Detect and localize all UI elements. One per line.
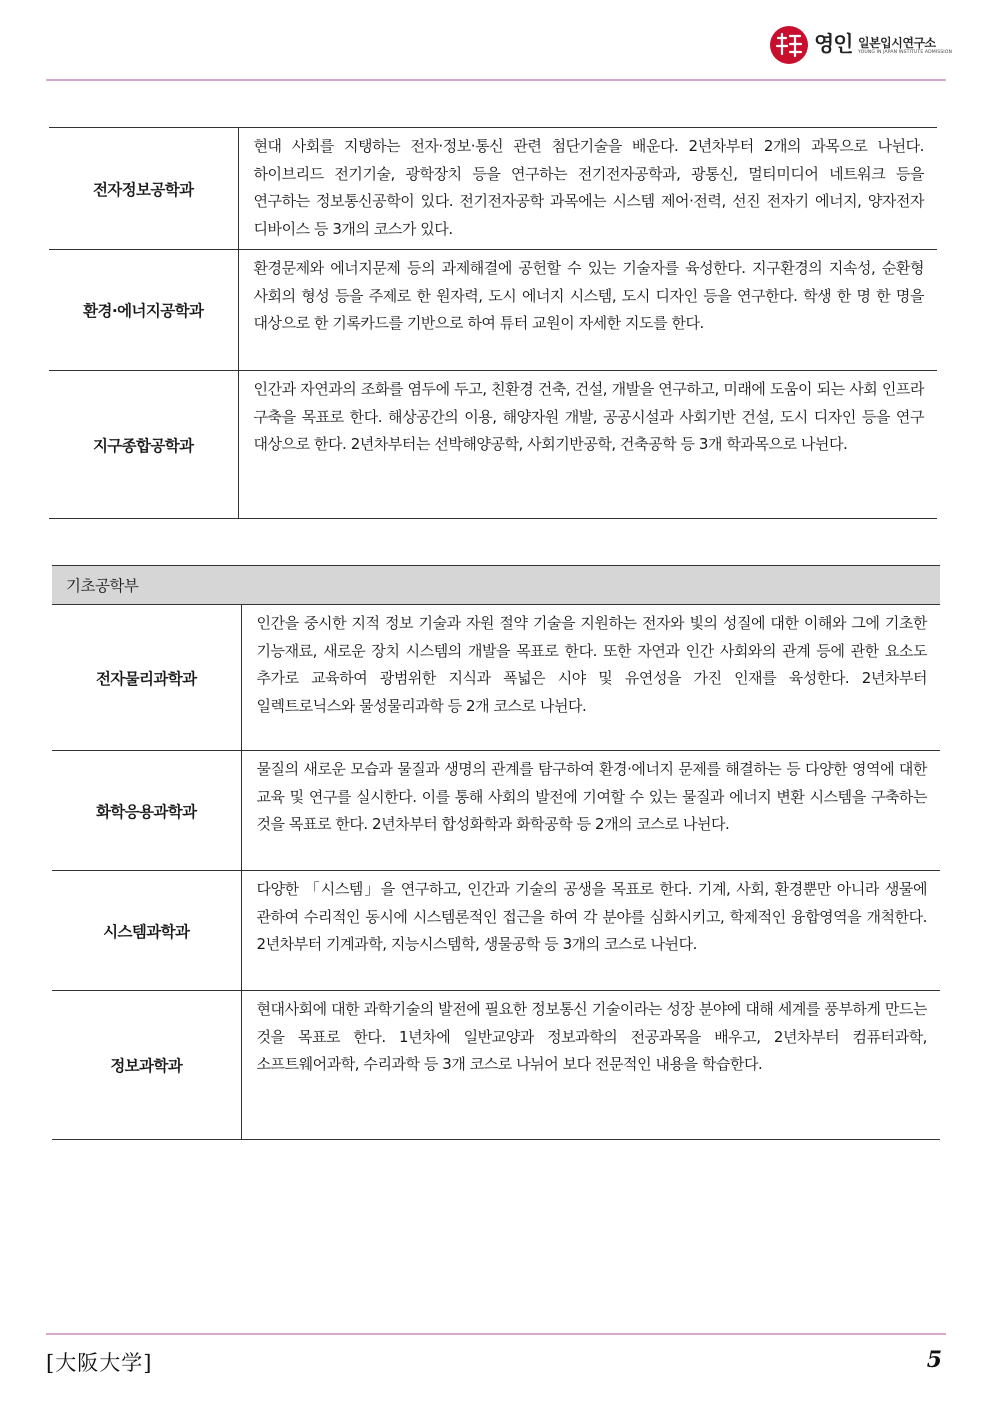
institute-logo [768,22,953,62]
department-description: 현대사회에 대한 과학기술의 발전에 필요한 정보통신 기술이라는 성장 분야에 대해 세계를 풍부하게 만드는 것을 목표로 한다. 1년차에 일반교양과 정보과학의 전공과목을 배우고, 2년차부터 컴퓨터과학, 소프트웨어과학, 수리과학 등 3개 코스로 나뉘어 보다 전문적인 내용을 학습한다. [256,1000,927,1073]
department-table-basic-engineering [52,565,940,1140]
department-name: 지구종합공학과 [49,371,238,519]
logo-english: YOUNG IN JAPAN INSTITUTE ADMISSION [858,50,953,55]
department-description: 인간을 중시한 지적 정보 기술과 자원 절약 기술을 지원하는 전자와 빛의 성질에 대한 이해와 그에 기초한 기능재료, 새로운 장치 시스템의 개발을 목표로 한다. 또한 자연과 인간 사회와의 관계 등에 관한 요소도 추가로 교육하여 광범위한 지식과 폭넓은 시야 및 유연성을 가진 인재를 육성한다. 2년차부터 일렉트로닉스와 물성물리과학 등 2개 코스로 나뉜다. [256,614,927,715]
header-divider [46,79,946,81]
university-name: [大阪大学] [46,1351,153,1375]
table-row [49,250,937,371]
table-row [52,991,940,1140]
table-row [49,128,937,250]
department-description: 환경문제와 에너지문제 등의 과제해결에 공헌할 수 있는 기술자를 육성한다. 지구환경의 지속성, 순환형 사회의 형성 등을 주제로 한 원자력, 도시 에너지 시스템, 도시 디자인 등을 연구한다. 학생 한 명 한 명을 대상으로 한 기록카드를 기반으로 하여 튜터 교원이 자세한 지도를 한다. [253,259,924,332]
department-name: 화학응용과학과 [52,751,241,871]
department-description: 인간과 자연과의 조화를 염두에 두고, 친환경 건축, 건설, 개발을 연구하고, 미래에 도움이 되는 사회 인프라 구축을 목표로 한다. 해상공간의 이용, 해양자원 개발, 공공시설과 사회기반 건설, 도시 디자인 등을 연구 대상으로 한다. 2년차부터는 선박해양공학, 사회기반공학, 건축공학 등 3개 학과목으로 나뉜다. [253,380,924,453]
logo-name: 영인 [814,32,853,56]
department-description: 다양한 「시스템」을 연구하고, 인간과 기술의 공생을 목표로 한다. 기계, 사회, 환경뿐만 아니라 생물에 관하여 수리적인 동시에 시스템론적인 접근을 하여 각 분야를 심화시키고, 학제적인 융합영역을 개척한다. 2년차부터 기계과학, 지능시스템학, 생물공학 등 3개의 코스로 나뉜다. [256,880,927,953]
logo-emblem-icon [768,24,810,66]
department-table-engineering [49,127,937,519]
department-description: 물질의 새로운 모습과 물질과 생명의 관계를 탐구하여 환경·에너지 문제를 해결하는 등 다양한 영역에 대한 교육 및 연구를 실시한다. 이를 통해 사회의 발전에 기여할 수 있는 물질과 에너지 변환 시스템을 구축하는 것을 목표로 한다. 2년차부터 합성화학과 화학공학 등 2개의 코스로 나뉜다. [256,760,927,833]
department-name: 전자물리과학과 [52,605,241,751]
table-row [52,871,940,991]
section-title: 기초공학부 [52,566,940,605]
footer-divider [46,1333,946,1335]
department-description: 현대 사회를 지탱하는 전자·정보·통신 관련 첨단기술을 배운다. 2년차부터 2개의 과목으로 나뉜다. 하이브리드 전기기술, 광학장치 등을 연구하는 전기전자공학과, 광통신, 멀티미디어 네트워크 등을 연구하는 정보통신공학이 있다. 전기전자공학 과목에는 시스템 제어·전력, 선진 전자기 에너지, 양자전자 디바이스 등 3개의 코스가 있다. [253,137,924,238]
table-row [52,751,940,871]
table-row [52,605,940,751]
section-header-row [52,566,940,605]
page-number: 5 [926,1347,942,1373]
department-name: 시스템과학과 [52,871,241,991]
department-name: 전자정보공학과 [49,128,238,250]
logo-subtitle: 일본입시연구소 [858,36,936,50]
department-name: 정보과학과 [52,991,241,1140]
department-name: 환경·에너지공학과 [49,250,238,371]
table-row [49,371,937,519]
